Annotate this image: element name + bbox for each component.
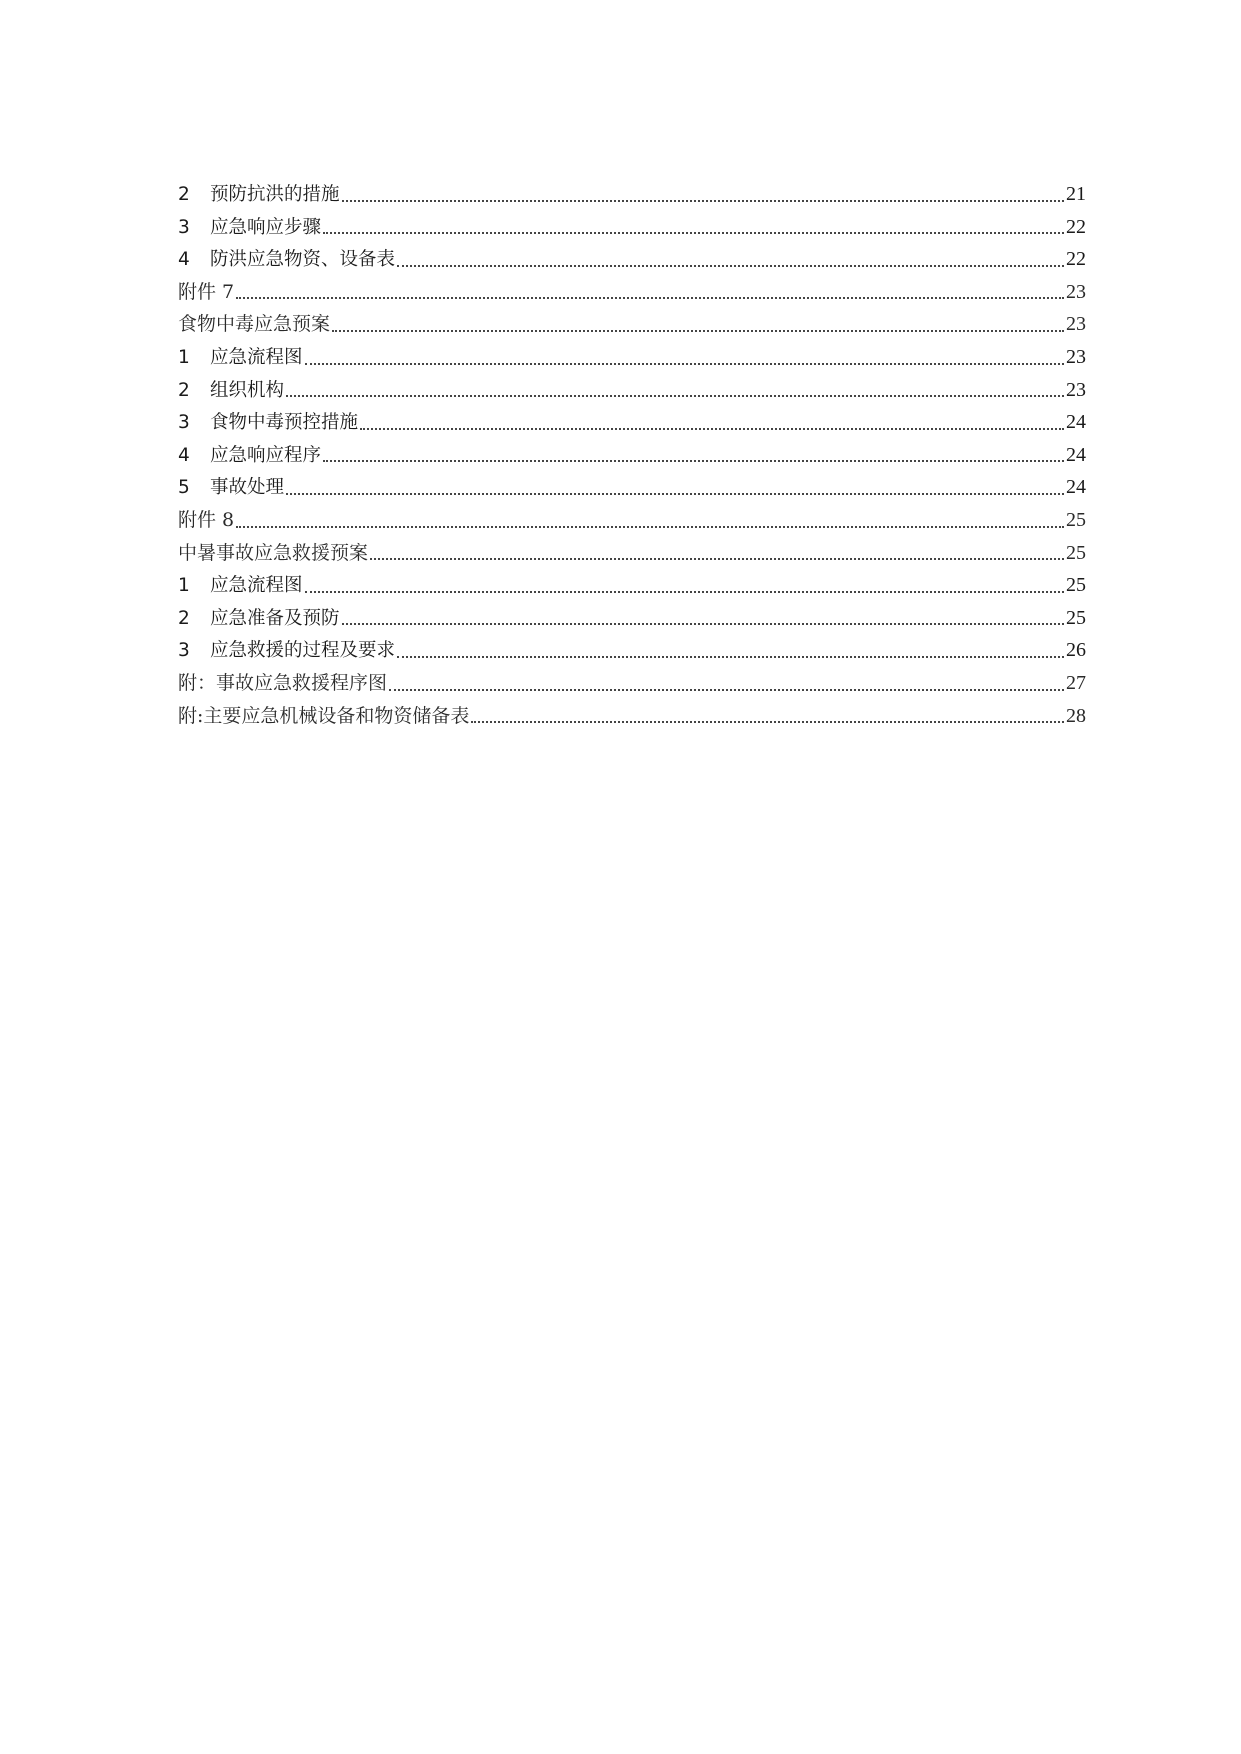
toc-entry[interactable] — [178, 569, 1086, 602]
toc-entry-number: 1 — [178, 346, 190, 368]
toc-dot-leader — [286, 492, 1064, 495]
toc-entry-page-number: 21 — [1066, 183, 1086, 205]
toc-entry-title: 应急救援的过程及要求 — [210, 640, 396, 662]
toc-dot-leader — [305, 590, 1064, 593]
toc-entry-page-number: 25 — [1066, 541, 1086, 564]
toc-entry[interactable] — [178, 634, 1086, 667]
toc-entry-title: 应急响应步骤 — [210, 216, 322, 238]
toc-dot-leader — [397, 264, 1064, 267]
toc-entry-number: 2 — [178, 607, 190, 629]
toc-entry-number: 3 — [178, 640, 190, 662]
toc-entry[interactable] — [178, 243, 1086, 276]
toc-entry-page-number: 24 — [1066, 476, 1086, 499]
toc-dot-leader — [323, 459, 1064, 462]
toc-dot-leader — [342, 622, 1064, 625]
toc-entry-title: 附件 8 — [178, 508, 235, 531]
toc-entry-title: 食物中毒预控措施 — [210, 412, 359, 434]
toc-dot-leader — [305, 362, 1064, 365]
toc-entry[interactable] — [178, 439, 1086, 472]
toc-entry-page-number: 24 — [1066, 411, 1086, 434]
toc-entry-title: 中暑事故应急救援预案 — [178, 541, 369, 564]
toc-entry-number: 3 — [178, 412, 190, 434]
toc-dot-leader — [236, 296, 1064, 299]
toc-entry[interactable] — [178, 211, 1086, 244]
toc-dot-leader — [397, 655, 1064, 658]
toc-entry-title: 预防抗洪的措施 — [210, 184, 340, 205]
toc-dot-leader — [471, 720, 1064, 723]
toc-dot-leader — [286, 394, 1064, 397]
toc-dot-leader — [332, 329, 1064, 332]
toc-entry-title: 应急准备及预防 — [210, 607, 340, 629]
toc-entry-number: 4 — [178, 249, 190, 271]
toc-entry-title: 附:主要应急机械设备和物资储备表 — [178, 704, 470, 727]
toc-entry-page-number: 25 — [1066, 508, 1086, 531]
toc-entry-page-number: 24 — [1066, 443, 1086, 466]
toc-entry-number: 1 — [178, 575, 190, 597]
toc-entry[interactable] — [178, 308, 1086, 341]
toc-entry-title: 应急流程图 — [210, 575, 303, 597]
toc-entry[interactable] — [178, 406, 1086, 439]
toc-entry-page-number: 28 — [1066, 704, 1086, 727]
toc-entry[interactable] — [178, 178, 1086, 211]
toc-dot-leader — [370, 557, 1064, 560]
toc-entry-page-number: 27 — [1066, 671, 1086, 694]
toc-entry-number: 3 — [178, 216, 190, 238]
toc-dot-leader — [323, 231, 1064, 234]
toc-entry-page-number: 23 — [1066, 378, 1086, 401]
toc-entry-title: 附件 7 — [178, 280, 235, 303]
toc-entry-title: 事故处理 — [210, 477, 285, 499]
toc-entry-page-number: 22 — [1066, 215, 1086, 238]
toc-entry[interactable] — [178, 374, 1086, 407]
toc-dot-leader — [389, 688, 1064, 691]
toc-entry-title: 组织机构 — [210, 379, 285, 401]
toc-entry-title: 应急流程图 — [210, 346, 303, 368]
toc-entry-number: 2 — [178, 379, 190, 401]
toc-dot-leader — [236, 525, 1064, 528]
toc-entry-title: 食物中毒应急预案 — [178, 313, 331, 336]
toc-entry-page-number: 25 — [1066, 606, 1086, 629]
toc-entry-number: 5 — [178, 477, 190, 499]
toc-entry-page-number: 22 — [1066, 248, 1086, 271]
toc-dot-leader — [342, 199, 1064, 202]
toc-entry-page-number: 25 — [1066, 574, 1086, 597]
toc-entry[interactable] — [178, 471, 1086, 504]
toc-entry-page-number: 23 — [1066, 280, 1086, 303]
toc-entry-title: 应急响应程序 — [210, 444, 322, 466]
toc-entry[interactable] — [178, 341, 1086, 374]
toc-entry-title: 附：事故应急救援程序图 — [178, 671, 388, 694]
toc-entry-title: 防洪应急物资、设备表 — [210, 249, 396, 271]
toc-entry[interactable] — [178, 700, 1086, 733]
toc-entry[interactable] — [178, 276, 1086, 309]
toc-entry[interactable] — [178, 602, 1086, 635]
toc-entry[interactable] — [178, 504, 1086, 537]
toc-dot-leader — [360, 427, 1064, 430]
toc-entry[interactable] — [178, 537, 1086, 570]
toc-entry-page-number: 26 — [1066, 639, 1086, 662]
toc-entry[interactable] — [178, 667, 1086, 700]
toc-entry-number: 2 — [178, 184, 190, 205]
table-of-contents — [178, 178, 1086, 732]
toc-entry-page-number: 23 — [1066, 313, 1086, 336]
toc-entry-page-number: 23 — [1066, 345, 1086, 368]
toc-entry-number: 4 — [178, 444, 190, 466]
